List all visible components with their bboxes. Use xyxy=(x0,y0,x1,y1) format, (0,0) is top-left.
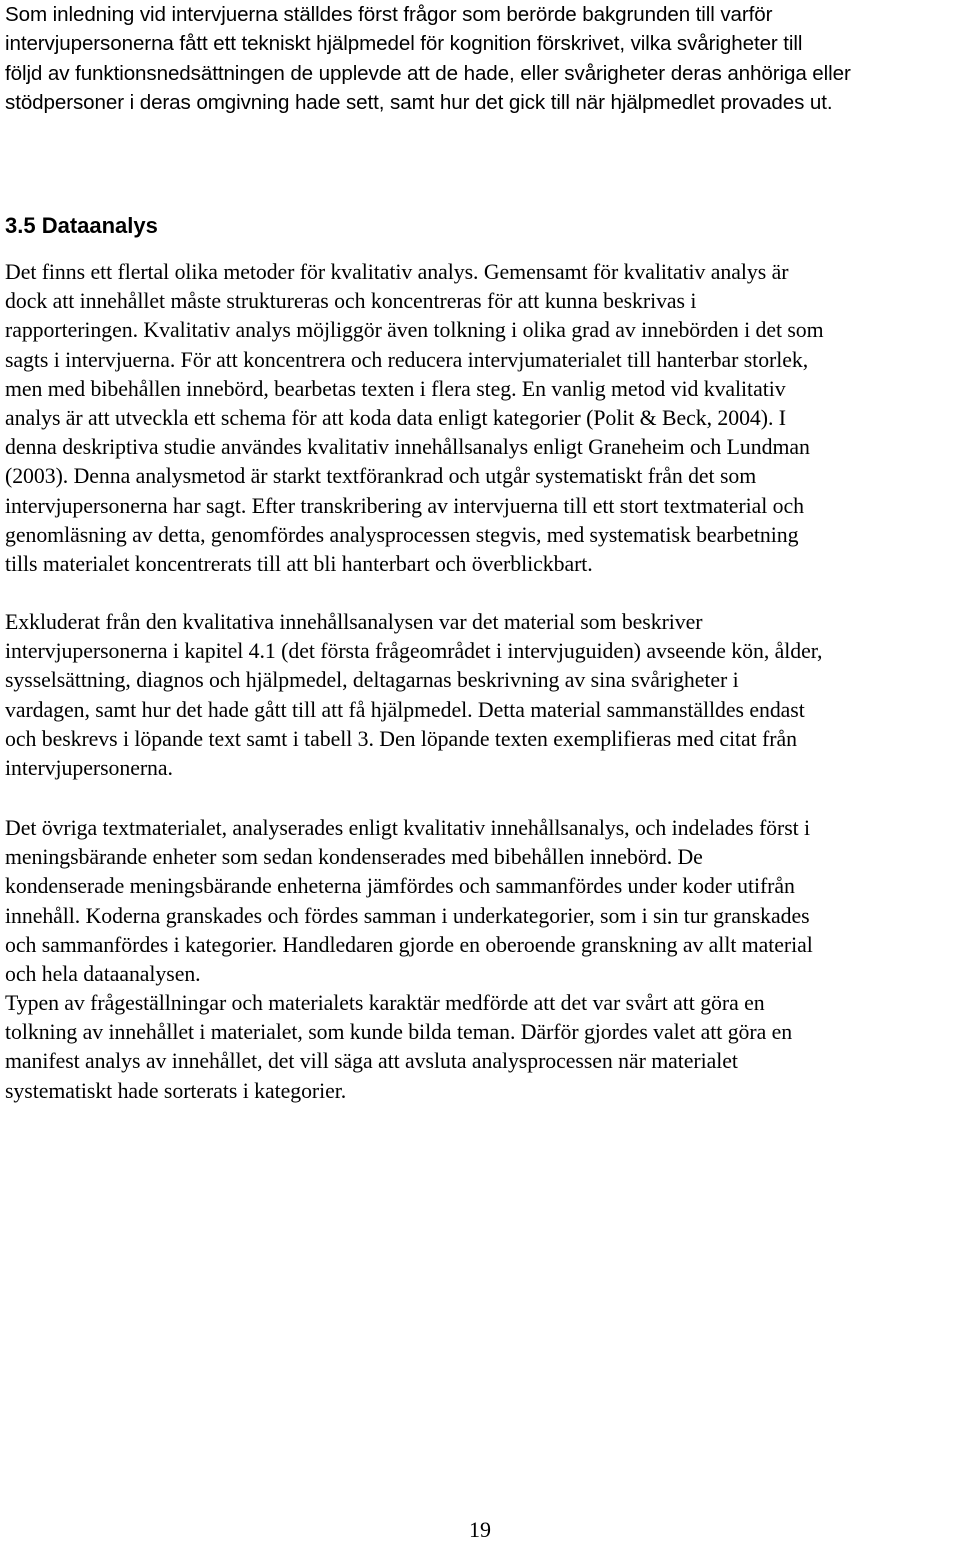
paragraph-line: Exkluderat från den kvalitativa innehållsanalysen var det material som beskriver xyxy=(5,610,703,634)
paragraph-line: Det övriga textmaterialet, analyserades enligt kvalitativ innehållsanalys, och indelades först i xyxy=(5,816,811,840)
paragraph-line: intervjupersonerna. xyxy=(5,756,173,781)
paragraph-line: Det finns ett flertal olika metoder för kvalitativ analys. Gemensamt för kvalitativ analys är xyxy=(5,260,789,284)
paragraph-line: genomläsning av detta, genomfördes analysprocessen stegvis, med systematisk bearbetning xyxy=(5,522,799,547)
intro-line: stödpersoner i deras omgivning hade sett, samt hur det gick till när hjälpmedlet provades ut. xyxy=(5,90,833,114)
paragraph-dataanalys xyxy=(5,258,957,579)
paragraph-line: manifest analys av innehållet, det vill säga att avsluta analysprocessen när materialet xyxy=(5,1049,738,1074)
paragraph-line: sagts i intervjuerna. För att koncentrera och reducera intervjumaterialet till hanterbar storlek, xyxy=(5,347,809,372)
paragraph-line: och sammanfördes i kategorier. Handledaren gjorde en oberoende granskning av allt material xyxy=(5,932,813,957)
paragraph-line: (2003). Denna analysmetod är starkt textförankrad och utgår systematiskt från det som xyxy=(5,464,757,489)
paragraph-textmaterial xyxy=(5,814,957,989)
paragraph-line: innehåll. Koderna granskades och fördes samman i underkategorier, som i sin tur granskades xyxy=(5,903,810,928)
section-heading: 3.5 Dataanalys xyxy=(5,213,158,238)
paragraph-line: sysselsättning, diagnos och hjälpmedel, deltagarnas beskrivning av sina svårigheter i xyxy=(5,668,739,693)
paragraph-line: intervjupersonerna har sagt. Efter transkribering av intervjuerna till ett stort textmaterial och xyxy=(5,493,804,518)
paragraph-line: intervjupersonerna i kapitel 4.1 (det första frågeområdet i intervjuguiden) avseende kön, ålder, xyxy=(5,639,823,664)
paragraph-line: kondenserade meningsbärande enheterna jämfördes och sammanfördes under koder utifrån xyxy=(5,874,795,899)
paragraph-line: rapporteringen. Kvalitativ analys möjliggör även tolkning i olika grad av innebörden i det som xyxy=(5,318,824,343)
paragraph-line: Typen av frågeställningar och materialets karaktär medförde att det var svårt att göra en xyxy=(5,991,765,1015)
intro-line: Som inledning vid intervjuerna ställdes först frågor som berörde bakgrunden till varför xyxy=(5,3,773,26)
paragraph-line: meningsbärande enheter som sedan kondenserades med bibehållen innebörd. De xyxy=(5,845,703,870)
intro-line: följd av funktionsnedsättningen de upplevde att de hade, eller svårigheter deras anhöriga eller xyxy=(5,61,851,85)
paragraph-line: vardagen, samt hur det hade gått till att få hjälpmedel. Detta material sammanställdes endast xyxy=(5,697,805,722)
paragraph-line: och beskrevs i löpande text samt i tabell 3. Den löpande texten exemplifieras med citat från xyxy=(5,726,797,751)
paragraph-line: tills materialet koncentrerats till att bli hanterbart och överblickbart. xyxy=(5,552,593,577)
paragraph-manifest-analys xyxy=(5,989,957,1106)
paragraph-line: dock att innehållet måste struktureras och koncentreras för att kunna beskrivas i xyxy=(5,289,697,314)
page-number: 19 xyxy=(469,1517,491,1542)
paragraph-line: tolkning av innehållet i materialet, som kunde bilda teman. Därför gjordes valet att göra en xyxy=(5,1020,793,1045)
paragraph-exkluderat xyxy=(5,608,957,783)
paragraph-line: analys är att utveckla ett schema för att koda data enligt kategorier (Polit & Beck, 2004). I xyxy=(5,406,786,431)
paragraph-line: och hela dataanalysen. xyxy=(5,962,201,987)
paragraph-line: systematiskt hade sorterats i kategorier. xyxy=(5,1078,347,1103)
intro-line: intervjupersonerna fått ett tekniskt hjälpmedel för kognition förskrivet, vilka svårigheter till xyxy=(5,32,803,56)
paragraph-line: men med bibehållen innebörd, bearbetas texten i flera steg. En vanlig metod vid kvalitativ xyxy=(5,376,786,401)
intro-paragraph xyxy=(5,0,955,117)
paragraph-line: denna deskriptiva studie användes kvalitativ innehållsanalys enligt Graneheim och Lundman xyxy=(5,435,810,460)
